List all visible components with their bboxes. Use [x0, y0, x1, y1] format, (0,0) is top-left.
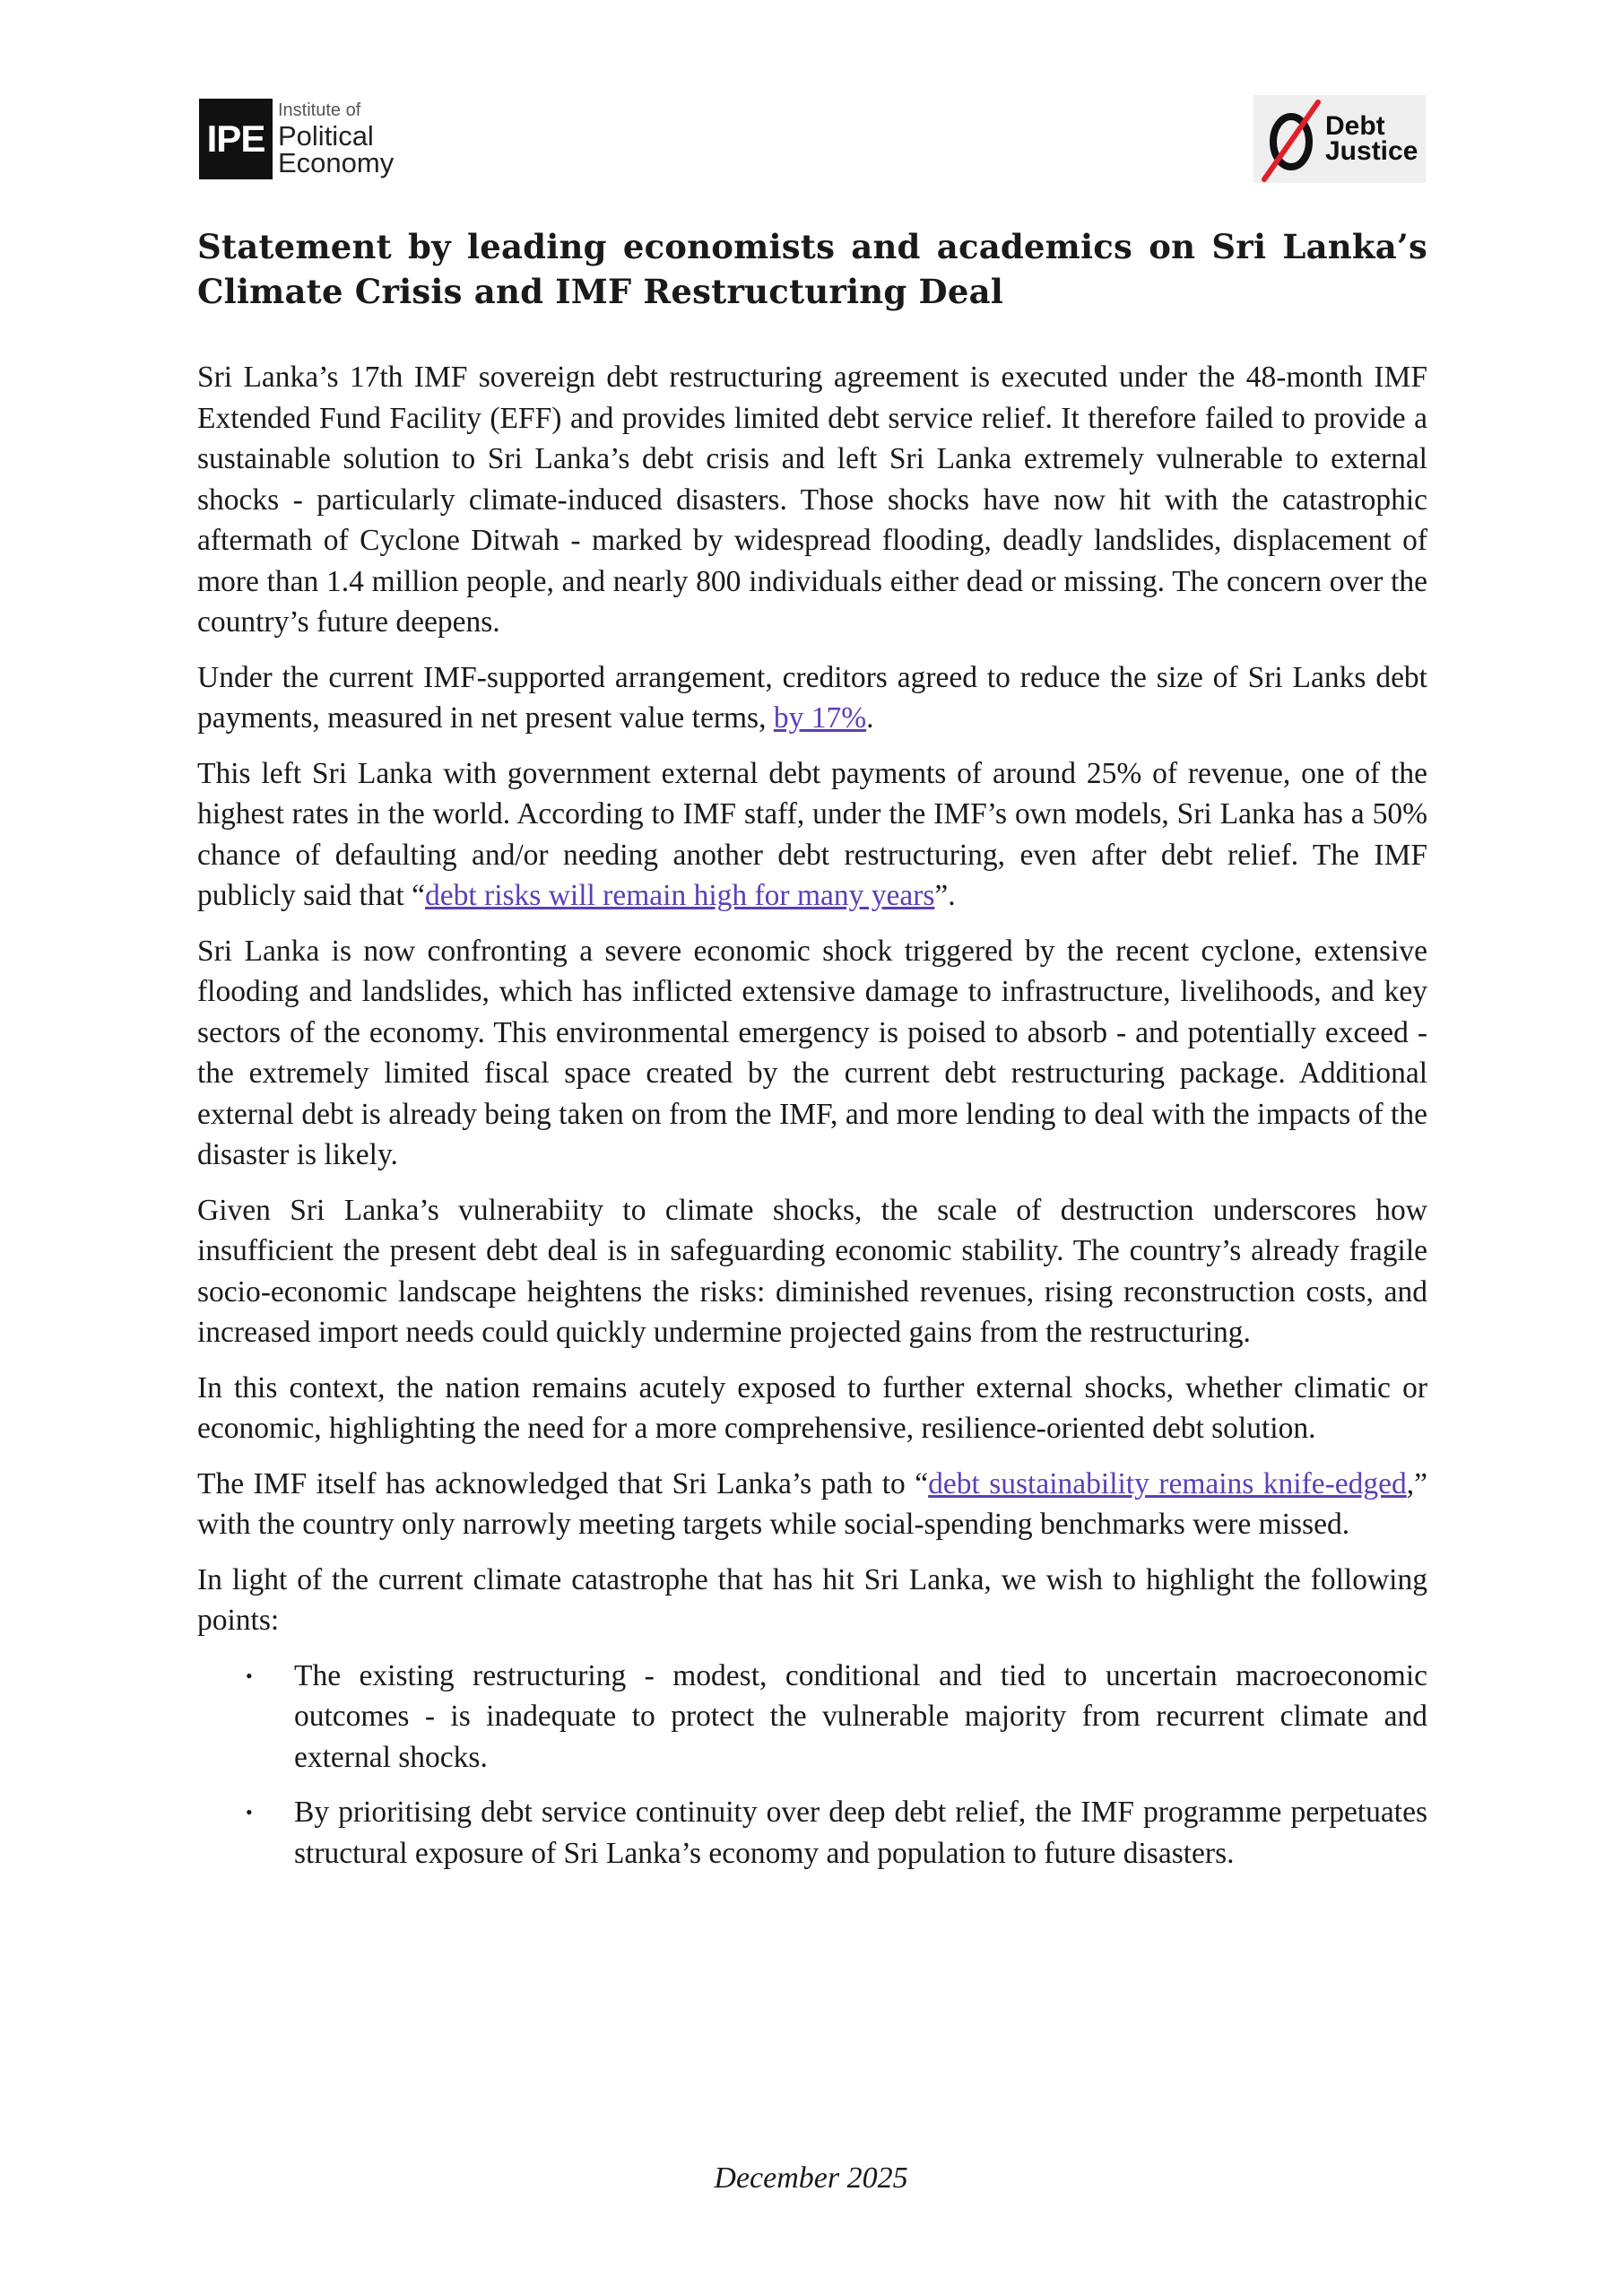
paragraph-7-end: ,” with the country only narrowly meeting targets while social-spending benchmarks were missed.	[197, 1466, 1427, 1541]
paragraph-6: In this context, the nation remains acutely exposed to further external shocks, whether climatic or economic, highlighting the need for a more comprehensive, resilience-oriented debt solution.	[197, 1370, 1427, 1445]
debt-justice-mark-icon	[1253, 95, 1325, 183]
paragraph-3-text: This left Sri Lanka with government external debt payments of around 25% of revenue, one of the highest rates in the world. According to IMF staff, under the IMF’s own models, Sri Lanka has a 50% chance of defaulting and/or needing another debt restructuring, even after debt relief. The IMF publicly said that “	[197, 756, 1427, 912]
list-item-text: The existing restructuring - modest, conditional and tied to uncertain macroeconomic outcomes - is inadequate to protect the vulnerable majority from recurrent climate and external shocks.	[294, 1658, 1427, 1774]
debt-justice-line1: Debt	[1325, 111, 1385, 141]
debt-justice-logo-text	[1325, 111, 1418, 166]
statement-title: Statement by leading economists and academics on Sri Lanka’s Climate Crisis and IMF Restructuring Deal	[197, 227, 1427, 311]
paragraph-5: Given Sri Lanka’s vulnerabiity to climate shocks, the scale of destruction underscores how insufficient the present debt deal is in safeguarding economic stability. The country’s already fragile socio-economic landscape heightens the risks: diminished revenues, rising reconstruction costs, and increased import needs could quickly undermine projected gains from the restructuring.	[197, 1193, 1427, 1349]
ipe-logo-line3: Economy	[278, 147, 395, 178]
bullet-icon: •	[246, 1664, 253, 1687]
paragraph-1: Sri Lanka’s 17th IMF sovereign debt restructuring agreement is executed under the 48-month IMF Extended Fund Facility (EFF) and provides limited debt service relief. It therefore failed to provide a sustainable solution to Sri Lanka’s debt crisis and left Sri Lanka extremely vulnerable to external shocks - particularly climate-induced disasters. Those shocks have now hit with the catastrophic aftermath of Cyclone Ditwah - marked by widespread flooding, deadly landslides, displacement of more than 1.4 million people, and nearly 800 individuals either dead or missing. The concern over the country’s future deepens.	[197, 361, 1427, 639]
statement-body	[197, 357, 1427, 1888]
paragraph-7-text: The IMF itself has acknowledged that Sri Lanka’s path to “	[197, 1466, 929, 1500]
debt-justice-line2: Justice	[1325, 136, 1418, 166]
link-by-17-percent[interactable]: by 17%	[773, 701, 867, 735]
footer-date: December 2025	[714, 2161, 908, 2195]
debt-justice-logo	[1253, 95, 1426, 183]
key-points-list	[197, 1656, 1427, 1874]
link-debt-sustainability[interactable]: debt sustainability remains knife-edged	[928, 1466, 1407, 1500]
paragraph-2-end: .	[866, 701, 874, 735]
list-item-text: By prioritising debt service continuity over deep debt relief, the IMF programme perpetuates structural exposure of Sri Lanka’s economy and population to future disasters.	[294, 1796, 1427, 1870]
ipe-logo	[199, 99, 394, 179]
paragraph-2	[197, 657, 1427, 739]
list-item	[197, 1792, 1427, 1874]
paragraph-7	[197, 1464, 1427, 1545]
ipe-logo-text	[278, 101, 394, 177]
paragraph-8: In light of the current climate catastrophe that has hit Sri Lanka, we wish to highlight the following points:	[197, 1562, 1427, 1637]
ipe-logo-mark: IPE	[199, 99, 273, 179]
paragraph-2-text: Under the current IMF-supported arrangement, creditors agreed to reduce the size of Sri Lanks debt payments, measured in net present value terms,	[197, 660, 1427, 735]
link-debt-risks-high[interactable]: debt risks will remain high for many years	[424, 879, 935, 912]
ipe-logo-line1: Institute of	[278, 100, 361, 120]
paragraph-3	[197, 753, 1427, 917]
bullet-icon: •	[246, 1801, 253, 1823]
list-item	[197, 1656, 1427, 1779]
paragraph-4: Sri Lanka is now confronting a severe economic shock triggered by the recent cyclone, extensive flooding and landslides, which has inflicted extensive damage to infrastructure, livelihoods, and key sectors of the economy. This environmental emergency is poised to absorb - and potentially exceed - the extremely limited fiscal space created by the current debt restructuring package. Additional external debt is already being taken on from the IMF, and more lending to deal with the impacts of the disaster is likely.	[197, 934, 1427, 1171]
ipe-logo-line2: Political	[278, 120, 374, 152]
paragraph-3-end: ”.	[934, 879, 956, 912]
